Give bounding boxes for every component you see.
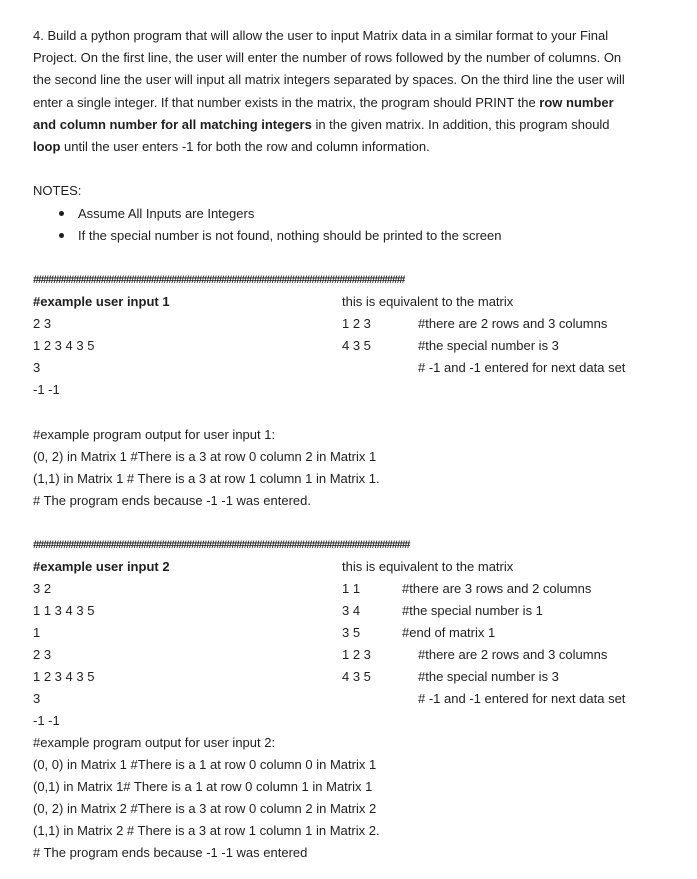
example2-output-1: (0, 0) in Matrix 1 #There is a 1 at row 0 column 0 in Matrix 1 <box>33 757 377 772</box>
example2-input-3: 1 <box>33 625 41 640</box>
example1-output-3: # The program ends because -1 -1 was entered. <box>33 493 311 508</box>
example2-comment-4: #there are 2 rows and 3 columns <box>418 647 608 662</box>
example2-comment-3: #end of matrix 1 <box>402 625 496 640</box>
example1-comment-3: # -1 and -1 entered for next data set <box>418 360 626 375</box>
intro-line-5 <box>33 117 610 133</box>
example1-heading: #example user input 1 <box>33 294 170 309</box>
example2-equivalent: this is equivalent to the matrix <box>342 559 514 574</box>
example2-input-7: -1 -1 <box>33 713 60 728</box>
example2-matrix-row-1: 1 1 <box>342 581 361 596</box>
example2-output-2: (0,1) in Matrix 1# There is a 1 at row 0 column 1 in Matrix 1 <box>33 779 373 794</box>
example2-input-1: 3 2 <box>33 581 52 596</box>
example1-comment-1: #there are 2 rows and 3 columns <box>418 316 608 331</box>
example2-input-4: 2 3 <box>33 647 52 662</box>
example2-heading: #example user input 2 <box>33 559 170 574</box>
notes-item-1: Assume All Inputs are Integers <box>78 206 255 221</box>
example1-comment-2: #the special number is 3 <box>418 338 559 353</box>
intro-line-1: 4. Build a python program that will allow the user to input Matrix data in a similar format to your Final <box>33 28 609 43</box>
example1-output-2: (1,1) in Matrix 1 # There is a 3 at row 1 column 1 in Matrix 1. <box>33 471 380 486</box>
example2-matrix-row-3: 3 5 <box>342 625 361 640</box>
example2-comment-1: #there are 3 rows and 2 columns <box>402 581 592 596</box>
example2-output-5: # The program ends because -1 -1 was entered <box>33 845 308 860</box>
example1-input-4: -1 -1 <box>33 382 60 397</box>
intro-line-4-bold: row number <box>539 95 614 110</box>
notes-item-2: If the special number is not found, nothing should be printed to the screen <box>78 228 502 243</box>
example2-matrix-row-5: 4 3 5 <box>342 669 371 684</box>
example2-output-heading: #example program output for user input 2: <box>33 735 276 750</box>
intro-line-4-text: enter a single integer. If that number exists in the matrix, the program should PRINT the <box>33 95 540 110</box>
example1-output-1: (0, 2) in Matrix 1 #There is a 3 at row 0 column 2 in Matrix 1 <box>33 449 377 464</box>
example2-input-2: 1 1 3 4 3 5 <box>33 603 95 618</box>
example1-input-2: 1 2 3 4 3 5 <box>33 338 95 353</box>
intro-line-3: the second line the user will input all matrix integers separated by spaces. On the third line the user will <box>33 72 625 87</box>
example1-matrix-row-2: 4 3 5 <box>342 338 371 353</box>
bullet-icon <box>59 233 64 238</box>
example1-input-3: 3 <box>33 360 41 375</box>
example2-input-5: 1 2 3 4 3 5 <box>33 669 95 684</box>
intro-line-5-text: in the given matrix. In addition, this program should <box>311 117 610 132</box>
intro-line-6 <box>33 139 430 155</box>
separator-2: ########################################################################### <box>33 539 410 551</box>
example2-comment-5: #the special number is 3 <box>418 669 559 684</box>
example2-output-3: (0, 2) in Matrix 2 #There is a 3 at row 0 column 2 in Matrix 2 <box>33 801 377 816</box>
example2-output-4: (1,1) in Matrix 2 # There is a 3 at row 1 column 1 in Matrix 2. <box>33 823 380 838</box>
example2-comment-6: # -1 and -1 entered for next data set <box>418 691 626 706</box>
example1-output-heading: #example program output for user input 1: <box>33 427 276 442</box>
separator-1: ########################################################################## <box>33 274 405 286</box>
intro-line-5-bold: and column number for all matching integers <box>33 117 312 132</box>
example1-matrix-row-1: 1 2 3 <box>342 316 371 331</box>
bullet-icon <box>59 211 64 216</box>
example1-equivalent: this is equivalent to the matrix <box>342 294 514 309</box>
example2-matrix-row-2: 3 4 <box>342 603 361 618</box>
intro-line-2: Project. On the first line, the user will enter the number of rows followed by the number of columns. On <box>33 50 622 65</box>
notes-heading: NOTES: <box>33 183 82 198</box>
example2-comment-2: #the special number is 1 <box>402 603 543 618</box>
example1-input-1: 2 3 <box>33 316 52 331</box>
example2-input-6: 3 <box>33 691 41 706</box>
intro-line-6-bold: loop <box>33 139 61 154</box>
intro-line-6-text: until the user enters -1 for both the row and column information. <box>60 139 430 154</box>
example2-matrix-row-4: 1 2 3 <box>342 647 371 662</box>
intro-line-4 <box>33 95 614 111</box>
